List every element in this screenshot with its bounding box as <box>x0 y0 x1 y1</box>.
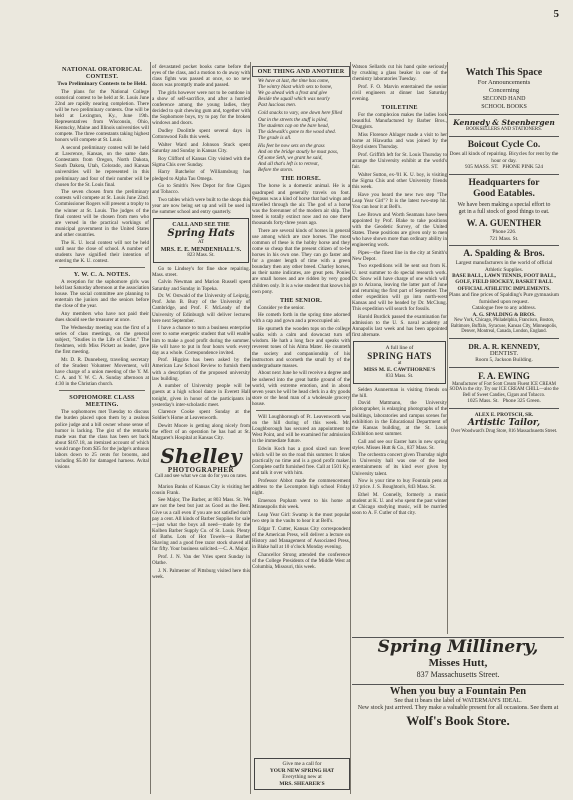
article-paragraph: The Wednesday meeting was the first of a series of class meetings, on the general subject, "Studies in the Life of Christ." The freshmen, with Miss Pickett as leader, gave the first meeting. <box>55 324 149 356</box>
news-item: The orchestra concert given Thursday night in University hall was one of the best entertainments of its kind ever given by University talent. <box>352 452 447 477</box>
hat-advertisement: CALL AND SEE THE Spring Hats AT MRS. E. E. MENDENHALL'S. 823 Mass. St. <box>153 218 249 262</box>
article-paragraph: A second preliminary contest will be held at Lawrence, Kansas, on the same date. Contestants from Oregon, North Dakota, South Dakota, Utah, Colorado, and Kansas universities will be represented in this preliminary and four of their number will be chosen for the St. Louis final. <box>55 145 149 188</box>
news-item: Walter Sutton, ex-'01 K. U. boy, is visiting the Sigma Chis and other University friends this week. <box>352 171 447 190</box>
article-paragraph: About next June he will receive a degree and be ushered into the great battle ground of the world, with extreme emotion, and in about seven years he will be head clerk in a dry goods store or the head man of a wholesale grocery house. <box>252 370 350 407</box>
dentist-advertisement: DR. A. R. KENNEDY, DENTIST. Room 5, Jackson Building. <box>449 339 559 368</box>
news-item: See Major, The Barber, at 803 Mass. St. We are not the best but just as Good as the Best. Give us a call even if you are not satisfied don't pay a cent. All kinds of Barber Supplies for sale—just what the boys all need—made by the Kolben Barber Supply Co. of St. Louis. Plenty of Baths. Lots of Hot Towels—a Barber Shaving and a good free razor stock shaved all for fifty. Your business solicited.—C. A. Major. <box>152 497 250 553</box>
news-item: Two expeditions will be sent out from K. U. next summer to do special research work. Dr. Snow will have charge of one which will go to Arizona, leaving the latter part of June and returning the first part of September. The other expedition will go into north-west Kansas and will be headed by Dr. McClung. This expedition will search for fossils. <box>352 263 447 313</box>
poem-line: The grade is all. <box>258 134 292 141</box>
poem-line: Out in the streets the stuff is piled, <box>258 116 328 123</box>
poem-line: The sidewalk's gone to the wood shed. <box>258 128 336 135</box>
news-item: Leap Year Girl: Swamp is the most popular two step in the vaults to hear it at Bell's. <box>252 511 350 524</box>
protsch-advertisement: ALEX E. PROTSCH, SR. Artistic Tailor, Over Woodward's Drug Store, 816 Massachusetts Street. <box>450 411 558 435</box>
headline: TOILETINE <box>381 104 418 112</box>
poem <box>252 78 350 173</box>
article-paragraph: A reception for the sophomore girls was held last Saturday afternoon at the association house. The social committee are planning to entertain the juniors and the seniors before the close of the year. <box>55 279 149 310</box>
news-item: Watson Sellards cut his hand quite seriously by crushing a glass beaker in one of the chemistry laboratories Tuesday. <box>352 64 447 83</box>
column-rule <box>350 62 351 794</box>
subheadline: Two Preliminary Contests to be Held. <box>57 81 147 87</box>
column-1 <box>55 64 149 794</box>
news-item: J. N. Palmenter of Pittsburg visited here this week. <box>152 567 250 580</box>
news-item: Two tables which were built to the shops this year are now being set up and will be used in the summer school and entry quarterly. <box>152 197 250 216</box>
news-item: Chancellor Strong attended the conference of the College Presidents of the Middle West at Columbia, Missouri, this week. <box>252 551 350 570</box>
news-item: Edgar T. Cutter, Kansas City correspondent of the American Press, will deliver a lecture on History and Management of Associated Press, in Blake hall at 10 o'clock Monday evening. <box>252 525 350 550</box>
shearer-advertisement: Give me a call for YOUR NEW SPRING HAT Everything new at MRS. SHEARER'S <box>254 758 350 790</box>
advertisements-column <box>449 64 559 634</box>
news-item: Edwin Koch has a good sized sun fever which will be on the road this summer. It takes practically no time and is a good profit maker. Complete outfit furnished free. Call at 1501 Ky. and talk it over with him. <box>252 446 350 477</box>
poem-line: We go ahead with a frost and glee <box>258 90 328 97</box>
poem-line: The wintry blast which sets to home, <box>258 84 333 91</box>
news-item: Now is your time to buy Fountain pens at 1/2 price. J. S. Boughton's, 843 Mass. St. <box>352 478 447 491</box>
poem-line: We have at last, the time has come, <box>258 78 330 84</box>
poem-line: And all that's left is to retreat, <box>258 161 319 168</box>
headline: NATIONAL ORATORICAL CONTEST. <box>62 66 142 80</box>
article-paragraph: He spurneth the wooden tops on the college walks with a calm and downcast turn of wisdom. He hath a long face and speaks with reverent tones of his Alma Mater. He counteth the society and companionship of his instructors and scorneth the small fry of the undergraduate masses. <box>252 326 350 369</box>
poem-line: And on the bridge stoutly he must pass, <box>258 149 339 156</box>
headline: THE HORSE. <box>281 175 321 183</box>
fountain-pen-advertisement: When you buy a Fountain Pen See that it bears the label of WATERMAN'S IDEAL. New stock just arrived. They make a valuable present for all occasions. See them at Wolf's Book Store. <box>357 686 559 728</box>
column-rule <box>250 62 251 794</box>
news-item: Dr. W. Ostwald of the University of Leipzig, Prof. John B. Bury of the University of Cambridge, and Prof. F. McLeady of the University of Edinburgh will deliver lectures here next September. <box>152 293 250 324</box>
news-item: Have you heard the new two step "The Leap Year Girl"? It is the latest two-step hit. You can hear it at Bell's. <box>352 191 447 210</box>
watch-space-advertisement: Watch This Space For Announcements Concerning SECOND HAND SCHOOL BOOKS <box>449 64 559 115</box>
news-item: Harold Burdick passed the examination for admission to the U. S. naval academy at Annapolis last week and has been appointed first alternate. <box>352 313 447 339</box>
news-item: Miss Florence Ahlager made a visit to her home at Hiawatha and was joined by the Boyd sisters Thursday. <box>352 132 447 151</box>
news-item: Selden Aunnerman is visiting friends on the hill. <box>352 386 447 399</box>
news-item: Pipes—the finest line in the city at Smith's New Depot. <box>352 249 447 262</box>
article-paragraph: The seven chosen from the preliminary contests will compete at St. Louis June 22nd. Commissioner Rogers will present a trophy to the winner at St. Louis. The judges of the final contest will be chosen from men who are versed in the practical workings of municipal government in the United States and other countries. <box>55 189 149 238</box>
article-paragraph: Mr. D. R. Dunneberg, traveling secretary of the Student Volunteer Movement, will have charge of a union meeting of the Y. M. C. A. and Y. W. C. A. Sunday afternoon at 4:30 in the Christian church. <box>55 356 149 388</box>
headline: SOPHOMORE CLASS MEETING. <box>69 394 135 409</box>
poem-title: ONE THING AND ANOTHER <box>252 66 350 77</box>
article-paragraph: The girls however were not to be outdone in a show of self-sacrifice, and after a hurried conference among the young ladies, they decided to quit chewing gum and, together with the Sophomore boys, try to pay for the broken windows and doors. <box>152 89 250 127</box>
news-item: Call and see our Easter hats in new spring styles. Misses Hutt & Co., 837 Mass. St. <box>352 438 447 451</box>
news-item: Ethel M. Connelly, formerly a music student at K. U. and who spent the past winter at Chicago studying music, will be married soon to A. F. Cutler of that city. <box>352 492 447 517</box>
news-item: Roy Clifford of Kansas City visited with the Sigma Chis over Sunday. <box>152 155 250 168</box>
news-item: A number of University people will be guests at a high school dance in Everett Hall tonight, given in honor of the participants in yesterday's inter-scholastic meet. <box>152 383 250 408</box>
column-4 <box>352 64 447 634</box>
news-item: David Mattmann, the University photographer, is enlarging photographs of the buildings, laboratories and campus scenes for exhibition in the Educational Department of the Kansas building, at the St. Louis Exhibition next summer. <box>352 400 447 437</box>
article-paragraph: Any members who have not paid their dues should see the treasurer at once. <box>55 311 149 324</box>
news-item: Dewitt Moore is getting along nicely from the effect of an operation he has had at St. Margaret's Hospital at Kansas City. <box>152 423 250 442</box>
news-item: Go to Smith's New Depot for fine Cigars and Tobacco. <box>152 183 250 196</box>
page-number: 5 <box>553 8 559 20</box>
column-rule <box>447 62 448 634</box>
poem-line: Of some Seth, we grant he said, <box>258 155 323 162</box>
poem-line: Before the storm. <box>258 167 294 174</box>
news-item: Harry Batchelor of Williamsburg has pledged to Alpha Tau Omega. <box>152 169 250 182</box>
article-paragraph: The K. U. local contest will not be held until near the close of school. A number of students have signified their intention of entering the K. U. contest. <box>55 239 149 264</box>
news-item: Prof. J. N. Van der Vries spent Sunday in Olathe. <box>152 553 250 566</box>
news-item: Walter Ward and Johnson Stuck spent Saturday and Sunday in Kansas City. <box>152 141 250 154</box>
news-item: Prof. Higgins has been asked by the American Law School Review to furnish them with a description of the proposed university law building. <box>152 357 250 382</box>
article-paragraph: of devastated pocket books came before the eyes of the class, and a motion to do away with class fights was passed at once, so no new doors was promptly made and passed. <box>152 64 250 89</box>
news-item: Emerson Popham went to his home at Minneapolis this week. <box>252 497 350 511</box>
divider <box>256 410 346 411</box>
article-paragraph: The sophomores met Tuesday to discuss the burden placed upon them by a zealous police judge and a bill owner whose sense of humor is lacking. The gist of the remarks made was that the class has been set back about $167.18, an itemized account of which would range from $35 for the judge's arduous labors down to 25 cents for brooms, and including $5.00 for damaged harness. Avital visions <box>55 409 149 471</box>
article-paragraph: He cometh forth in the spring time adorned with a cap and gown and a preoccupied air. <box>252 312 350 325</box>
news-item: For the complexion makes the ladies look beautiful. Manufactured by Barber Bros., Druggists. <box>352 112 447 131</box>
news-item: Prof. F. O. Marvin entertained the senior civil engineers at dinner last Saturday evening. <box>352 83 447 103</box>
poem-line: Beside the squall which was nearly <box>258 96 330 103</box>
shelley-advertisement: Shelley PHOTOGRAPHER Call and see what we can do for you on rates. <box>154 444 248 480</box>
news-item: Go to Lindsey's for fine shoe repairing. Mass. street. <box>152 265 250 278</box>
headline: THE SENIOR. <box>279 296 323 304</box>
cawthorne-advertisement: A full line of SPRING HATS at MISS M. E. CAWTHORNE'S 833 Mass. St. <box>353 341 446 383</box>
news-item: Will Loughborough of Ft. Leavenworth was on the hill during of this week. Mr. Loughborough has secured an appointment to West Point, and will be examined for admission in the immediate future. <box>252 413 350 445</box>
kennedy-steenbergen-advertisement: Kennedy & Steenbergen BOOKSELLERS AND STATIONERS. <box>449 115 559 137</box>
headline: Y. W. C. A. NOTES. <box>73 271 131 278</box>
boicout-cycle-advertisement: Boicout Cycle Co. Does all kinds of repairing. Bicycles for rent by the hour or day. 935 MASS. ST. PHONE PINK 524 <box>449 137 559 174</box>
news-item: Marion Banks of Kansas City is visiting her cousin Frank. <box>152 483 250 496</box>
news-item: Calvin Newman and Marion Russell spent Saturday and Sunday in Topeka. <box>152 279 250 292</box>
poem-line: The students cap on the bare head, <box>258 122 329 129</box>
poem-line: His feet he now sets on the grass <box>258 142 325 149</box>
guenther-advertisement: Headquarters for Good Eatables. We have been making a special effort to get in a full stock of good things to eat. W. A. GUENTHER 'Phone 226. 721 Mass. St. <box>449 175 559 247</box>
column-rule <box>150 62 151 794</box>
article-paragraph: Consider ye the senior. <box>258 304 305 311</box>
article-paragraph: There are several kinds of horses in general use among which are race horses. The most common of these is the hobby horse and they come so cheap that the present citizen of to-be horses in his own one. They can go faster and for a greater length of time with a green boundary then any other breed. Charley horses, as their name indicates, are great pets. Ponies are small horses and are ridden by very good children only. It is a wise student that knows his own pony. <box>252 227 350 295</box>
news-item: Professor Abbot made the commencement address to the Lecompton high school Friday night. <box>252 478 350 497</box>
poem-line: Past luscious men. <box>258 102 297 109</box>
news-item: Lee Brown and Worth Seamans have been appointed by Prof. Blake to take positions with the Geodetic Survey, of the United States. These positions are given only to men who have shown more than ordinary ability in engineering work. <box>352 211 447 248</box>
article-paragraph: The horse is a domestic animal. He is a quadruped and generally travels on foot. Pegasus was a kind of horse that had wings and travelled through the air. The god of a horse was the forerunner of the modern air ship. The breed is totally extinct now and no one there thousands forty-three years ago. <box>252 183 350 226</box>
divider <box>59 267 145 268</box>
news-item: Prof. Griffith left for St. Louis Thursday to arrange the University exhibit at the world's fair. <box>352 151 447 171</box>
article-paragraph: The plans for the National College oratorical contest to be held at St. Louis June 22nd are rapidly nearing completion. There will be two preliminary contests. One will be held at Lexington, Ky., June 19th. Representatives from Wisconsin, Ohio, Kentucky, Maine and Illinois universities will compete. The three contestants taking highest honors will compete at St. Louis. <box>55 88 149 144</box>
news-item: Dudley Doolittle spent several days in Cottonwood Falls this week. <box>152 128 250 141</box>
ewing-advertisement: F. A. EWING Manufacturer of Fort Scott Cream Fluent ICE CREAM SODA in the city. Try our ICE CREAM CHILL—also the Bell of Sweet Candies, Cigars and Tobacco. 1025 Mass. St. Phone 325 Green. <box>449 368 559 409</box>
news-item: I have a chance to turn a business enterprise over to some energetic student that will enable him to make a good profit during the summer. He will have to put in four hours work every day as a whole. Correspondence invited. <box>152 325 250 356</box>
column-2 <box>152 64 250 794</box>
millinery-advertisement: Spring Millinery, Misses Hutt, 837 Massachusetts Street. <box>352 637 564 685</box>
poem-line: Cold snacks to vary, one down here filled <box>258 110 343 117</box>
news-item: Clarence Cooke spent Sunday at the Soldier's Home at Leavenworth. <box>152 409 250 422</box>
column-3 <box>252 64 350 794</box>
divider <box>59 390 145 391</box>
spalding-advertisement: A. Spalding & Bros. Largest manufacturers in the world of official Athletic Supplies. BASE BALL, LAWN TENNIS, FOOT BALL, GOLF, FIELD HOCKEY, BASKET BALL OFFICIAL ATHLETIC IMPLEMENTS. Plans and fine prices of Spalding's Pure gymnasium furnished upon request. Catalogue free to any address. A. G. SPALDING & BROS. New York, Chicago, Philadelphia, Francisco, Boston, Baltimore, Buffalo, Syracuse, Kansas City, Minneapolis, Denver, Montreal, Canada, London, England. <box>449 246 559 338</box>
